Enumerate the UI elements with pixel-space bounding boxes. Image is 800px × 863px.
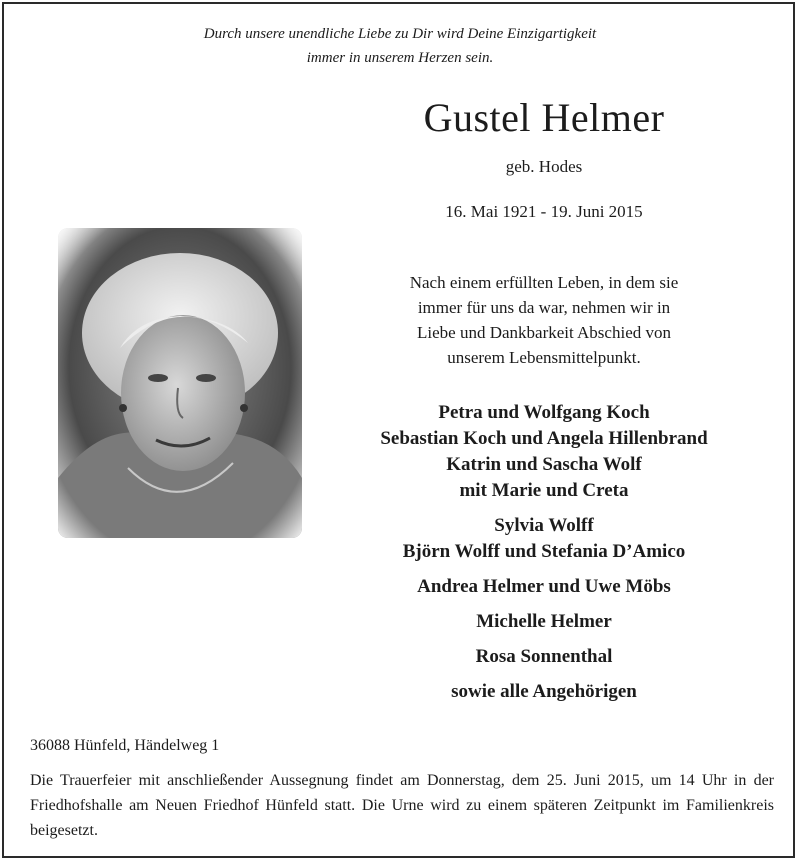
portrait-photo xyxy=(58,228,302,538)
farewell-text xyxy=(343,270,745,370)
farewell-line: immer für uns da war, nehmen wir in xyxy=(417,298,671,317)
farewell-line: Nach einem erfüllten Leben, in dem sie xyxy=(409,273,679,292)
motto xyxy=(0,22,800,70)
maiden-name: geb. Hodes xyxy=(505,157,583,176)
mourner-group: Rosa Sonnenthal xyxy=(475,646,613,667)
mourner-group xyxy=(300,513,788,565)
mourner-group: Andrea Helmer und Uwe Möbs xyxy=(417,576,671,597)
farewell-line: unserem Lebensmittelpunkt. xyxy=(447,348,641,367)
mourner-line: Sebastian Koch und Angela Hillenbrand xyxy=(380,428,708,449)
address: 36088 Hünfeld, Händelweg 1 xyxy=(30,737,220,754)
mourners-list xyxy=(300,400,788,714)
mourner-line: Katrin und Sascha Wolf xyxy=(446,454,642,475)
mourner-group xyxy=(300,400,788,504)
deceased-name: Gustel Helmer xyxy=(423,95,665,140)
mourner-group: Michelle Helmer xyxy=(476,611,612,632)
mourner-group: sowie alle Angehörigen xyxy=(451,681,637,702)
funeral-notice: Die Trauerfeier mit anschließender Aussegnung findet am Donnerstag, dem 25. Juni 2015, um 14 Uhr in der Friedhofshalle am Neuen Friedhof Hünfeld statt. Die Urne wird zu einem späteren Zeitpunkt im Familienkreis beigesetzt. xyxy=(30,772,774,839)
mourner-line: Björn Wolff und Stefania D’Amico xyxy=(402,541,686,562)
mourner-line: Sylvia Wolff xyxy=(494,515,594,536)
life-dates: 16. Mai 1921 - 19. Juni 2015 xyxy=(445,202,643,221)
farewell-line: Liebe und Dankbarkeit Abschied von xyxy=(417,323,671,342)
motto-line-1: Durch unsere unendliche Liebe zu Dir wird Deine Einzigartigkeit xyxy=(203,26,597,42)
portrait-image xyxy=(58,228,302,538)
mourner-line: mit Marie und Creta xyxy=(459,480,629,501)
motto-line-2: immer in unserem Herzen sein. xyxy=(306,50,494,66)
mourner-line: Petra und Wolfgang Koch xyxy=(438,402,650,423)
